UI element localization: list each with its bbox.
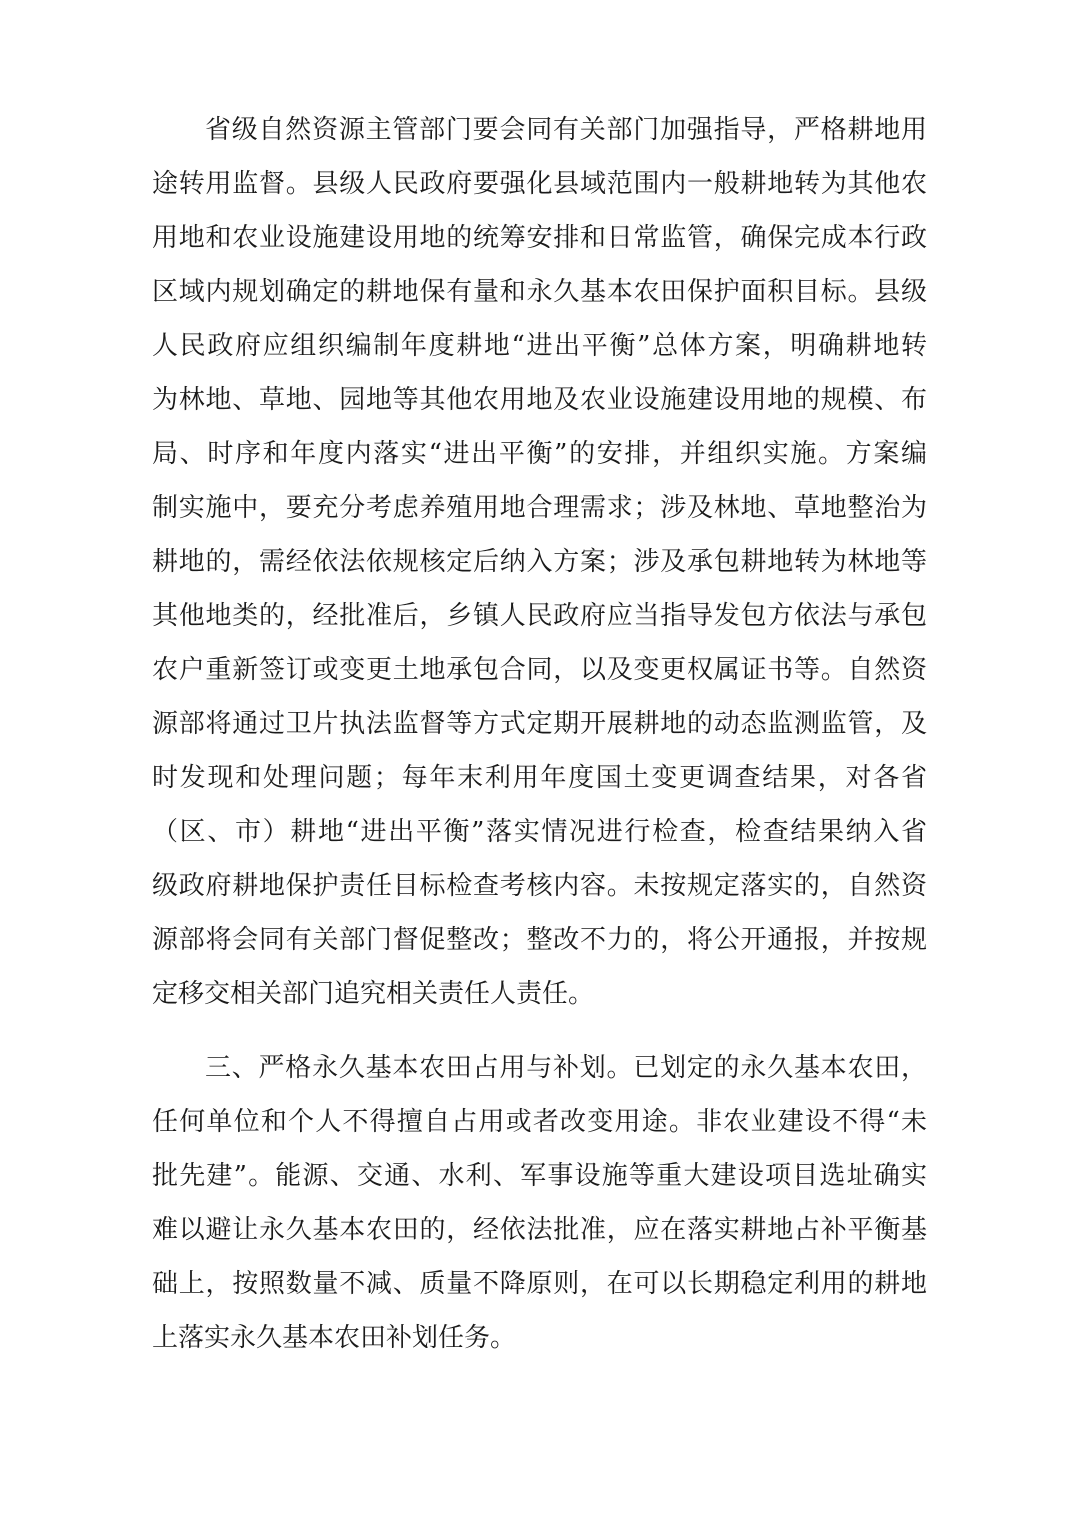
paragraph-line: 源部将通过卫片执法监督等方式定期开展耕地的动态监测监管，及 [152, 709, 927, 739]
paragraph-line: 任何单位和个人不得擅自占用或者改变用途。非农业建设不得“未 [152, 1107, 927, 1137]
paragraph-line: 用地和农业设施建设用地的统筹安排和日常监管，确保完成本行政 [152, 223, 927, 253]
paragraph-line: 人民政府应组织编制年度耕地“进出平衡”总体方案，明确耕地转 [152, 331, 927, 361]
paragraph-line: 定移交相关部门追究相关责任人责任。 [152, 979, 595, 1009]
paragraph-line: 批先建”。能源、交通、水利、军事设施等重大建设项目选址确实 [152, 1161, 927, 1191]
paragraph-line: 为林地、草地、园地等其他农用地及农业设施建设用地的规模、布 [152, 385, 927, 415]
paragraph-line: 难以避让永久基本农田的，经依法批准，应在落实耕地占补平衡基 [152, 1215, 927, 1245]
paragraph-line: 三、严格永久基本农田占用与补划。已划定的永久基本农田， [205, 1053, 927, 1083]
paragraph-line: 级政府耕地保护责任目标检查考核内容。未按规定落实的，自然资 [152, 871, 927, 901]
paragraph-line: 源部将会同有关部门督促整改；整改不力的，将公开通报，并按规 [152, 925, 927, 955]
paragraph-line: 上落实永久基本农田补划任务。 [152, 1323, 517, 1353]
paragraph-line: 省级自然资源主管部门要会同有关部门加强指导，严格耕地用 [205, 115, 927, 145]
paragraph-line: 其他地类的，经批准后，乡镇人民政府应当指导发包方依法与承包 [152, 601, 927, 631]
paragraph-line: 途转用监督。县级人民政府要强化县域范围内一般耕地转为其他农 [152, 169, 927, 199]
paragraph-line: 耕地的，需经依法依规核定后纳入方案；涉及承包耕地转为林地等 [152, 547, 927, 577]
paragraph-line: （区、市）耕地“进出平衡”落实情况进行检查，检查结果纳入省 [152, 817, 927, 847]
paragraph-line: 时发现和处理问题；每年末利用年度国土变更调查结果，对各省 [152, 763, 927, 793]
paragraph-line: 农户重新签订或变更土地承包合同，以及变更权属证书等。自然资 [152, 655, 927, 685]
paragraph-line: 区域内规划确定的耕地保有量和永久基本农田保护面积目标。县级 [152, 277, 927, 307]
paragraph-line: 局、时序和年度内落实“进出平衡”的安排，并组织实施。方案编 [152, 439, 927, 469]
paragraph-line: 础上，按照数量不减、质量不降原则，在可以长期稳定利用的耕地 [152, 1269, 927, 1299]
paragraph-line: 制实施中，要充分考虑养殖用地合理需求；涉及林地、草地整治为 [152, 493, 927, 523]
